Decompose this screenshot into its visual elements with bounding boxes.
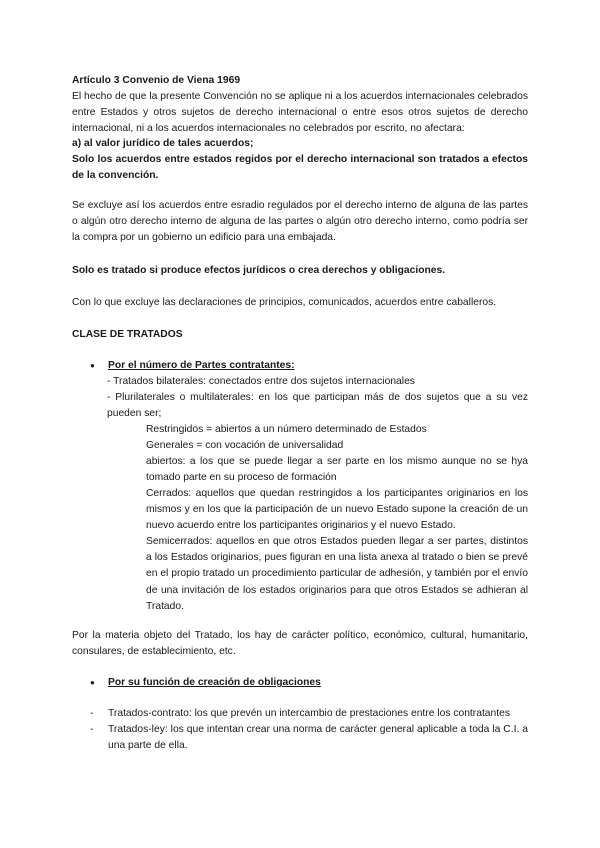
bold-note: Solo los acuerdos entre estados regidos por el derecho internacional son tratados a efectos de la convención.: [72, 154, 528, 182]
section-heading: CLASE DE TRATADOS: [72, 329, 183, 340]
bullet-label: Por su función de creación de obligaciones: [108, 677, 321, 688]
only-treaty-paragraph: Solo es tratado si produce efectos jurídicos o crea derechos y obligaciones.: [72, 265, 446, 276]
dash-marker: -: [90, 724, 94, 735]
abiertos-item: abiertos: a los que se puede llegar a ser parte en los mismo aunque no se hya tomado parte en su proceso de formación: [146, 456, 528, 484]
contrato-text: Tratados-contrato: los que prevén un intercambio de prestaciones entre los contratantes: [108, 708, 510, 719]
ley-text: Tratados-ley: los que intentan crear una norma de carácter general aplicable a toda la C.I. a una parte de ella.: [108, 724, 528, 752]
article-intro: El hecho de que la presente Convención no se aplique ni a los acuerdos internacionales celebrados entre Estados y otros sujetos de derecho internacional o entre esos otros sujetos de derecho internacional, ni a los acuerdos internacionales no celebrados por escrito, no afectara:: [72, 91, 528, 135]
semicerrados-item: Semicerrados: aquellos en que otros Estados pueden llegar a ser partes, distintos a los Estados originarios, pues figuran en una lista anexa al tratado o bien se prevé en el propio tratado un procedimiento particular de adhesión, y también por el envío de una invitación de los estados originarios para que otros Estados se adhieran al Tratado.: [146, 536, 528, 612]
contrato-item: [90, 706, 528, 722]
point-a: a) al valor jurídico de tales acuerdos;: [72, 138, 254, 149]
article-title: Artículo 3 Convenio de Viena 1969: [72, 75, 241, 86]
bilateral-item: - Tratados bilaterales: conectados entre dos sujetos internacionales: [107, 376, 415, 387]
bullet-label: Por el número de Partes contratantes:: [108, 360, 295, 371]
bullet-dot-icon: ●: [90, 678, 95, 687]
materia-paragraph: Por la materia objeto del Tratado, los hay de carácter político, económico, cultural, humanitario, consulares, de establecimiento, etc.: [72, 630, 528, 658]
plurilateral-item: - Plurilaterales o multilaterales: en los que participan más de dos sujetos que a su vez pueden ser;: [107, 392, 528, 420]
ley-item: [90, 722, 528, 754]
restringidos-item: Restringidos = abiertos a un número determinado de Estados: [146, 424, 427, 435]
bullet-dot-icon: ●: [90, 361, 95, 370]
bullet-number-of-parties: [90, 358, 528, 374]
generales-item: Generales = con vocación de universalidad: [146, 440, 344, 451]
cerrados-item: Cerrados: aquellos que quedan restringidos a los participantes originarios en los mismos y en los que la participación de un nuevo Estado supone la creación de un nuevo acuerdo entre los participantes originarios y el nuevo Estado.: [146, 488, 528, 532]
dash-marker: -: [90, 708, 94, 719]
bullet-obligations-function: [90, 675, 528, 691]
exclusion-paragraph: Se excluye así los acuerdos entre esradio regulados por el derecho interno de alguna de las partes o algún otro derecho interno de alguna de las partes o algún otro derecho interno, como podría ser la compra por un gobierno un edificio para una embajada.: [72, 200, 528, 244]
excludes-paragraph: Con lo que excluye las declaraciones de principios, comunicados, acuerdos entre caballeros.: [72, 297, 497, 308]
